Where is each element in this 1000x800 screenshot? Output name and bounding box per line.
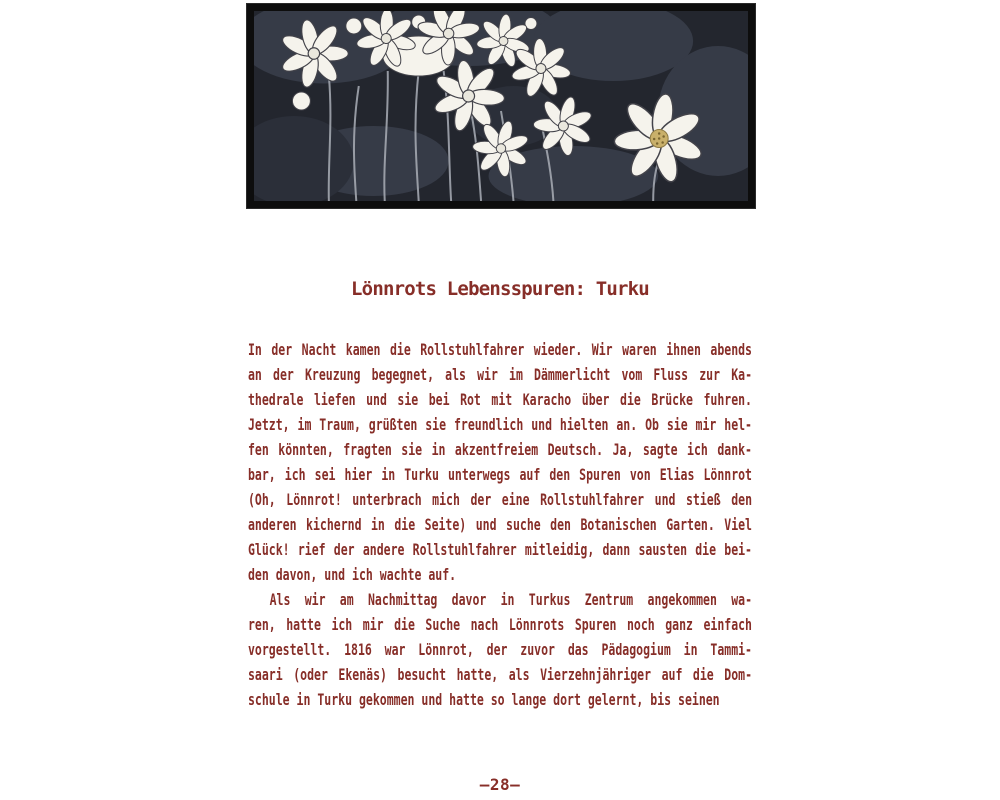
text-line: bar, ich sei hier in Turku unterwegs auf den Spuren von Elias Lönnrot xyxy=(248,465,752,484)
text-line: thedrale liefen und sie bei Rot mit Karacho über die Brücke fuhren. xyxy=(248,390,752,409)
flower-artwork-svg xyxy=(254,11,748,201)
chapter-heading: Lönnrots Lebensspuren: Turku xyxy=(351,278,649,300)
text-line: schule in Turku gekommen und hatte so lange dort gelernt, bis seinen xyxy=(248,690,720,709)
flower-woodcut-image xyxy=(247,4,755,208)
text-line: In der Nacht kamen die Rollstuhlfahrer wieder. Wir waren ihnen abends xyxy=(248,340,752,359)
body-text-block xyxy=(248,337,752,712)
text-line: anderen kichernd in die Seite) und suche den Botanischen Garten. Viel xyxy=(248,515,752,534)
text-line: an der Kreuzung begegnet, als wir im Dämmerlicht vom Fluss zur Ka- xyxy=(248,365,752,384)
text-line: den davon, und ich wachte auf. xyxy=(248,565,457,584)
text-line: ren, hatte ich mir die Suche nach Lönnrots Spuren noch ganz einfach xyxy=(248,615,752,634)
text-line: (Oh, Lönnrot! unterbrach mich der eine Rollstuhlfahrer und stieß den xyxy=(248,490,752,509)
text-line: saari (oder Ekenäs) besucht hatte, als Vierzehnjähriger auf die Dom- xyxy=(248,665,752,684)
text-line: Als wir am Nachmittag davor in Turkus Zentrum angekommen wa- xyxy=(269,590,752,609)
text-line: vorgestellt. 1816 war Lönnrot, der zuvor das Pädagogium in Tammi- xyxy=(248,640,752,659)
text-line: Glück! rief der andere Rollstuhlfahrer mitleidig, dann sausten die bei- xyxy=(248,540,752,559)
page-number: –28– xyxy=(479,775,521,794)
text-line: Jetzt, im Traum, grüßten sie freundlich und hielten an. Ob sie mir hel- xyxy=(248,415,752,434)
text-line: fen könnten, fragten sie in akzentfreiem Deutsch. Ja, sagte ich dank- xyxy=(248,440,752,459)
body-text-lines xyxy=(248,337,752,712)
